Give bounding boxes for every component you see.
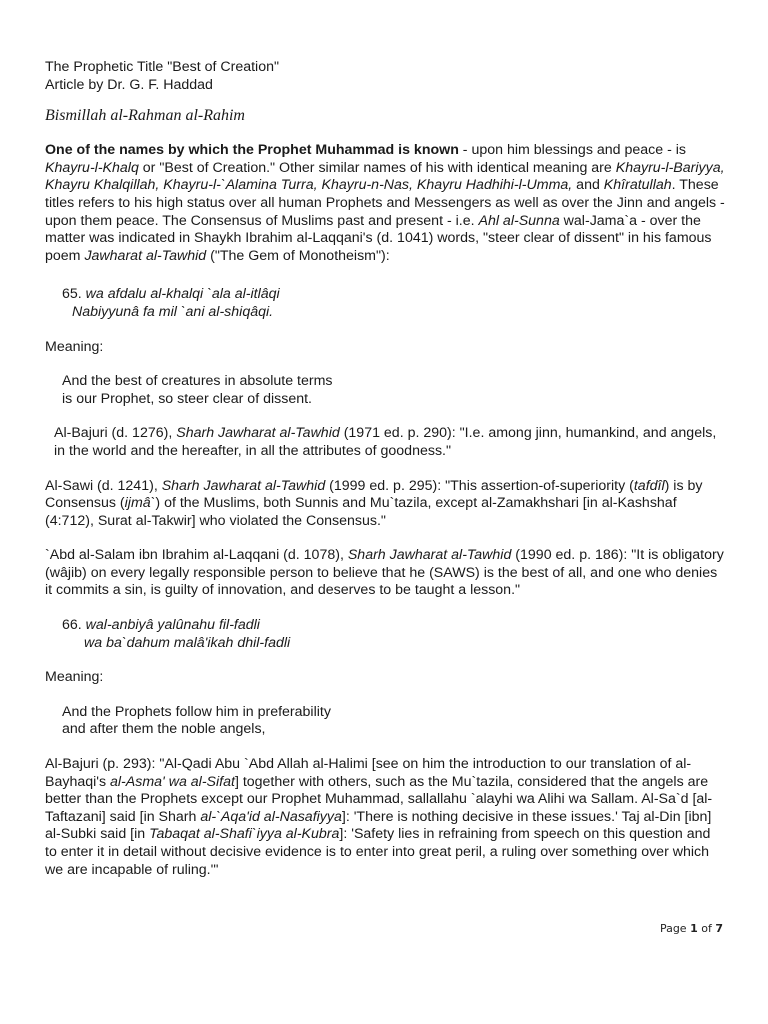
intro-text-6: ("The Gem of Monotheism"): — [206, 247, 390, 264]
intro-italic-2: Khayru-l-Bariyya, Khayru Khalqillah, Khayru-l-`Alamina Turra, Khayru-n-Nas, Khayru Hadhihi-l-Umma, — [45, 159, 725, 194]
bajuri2-text-3: ]: 'There is nothing decisive in these issues.' Taj al-Din [ibn] al-Subki said [in — [45, 808, 712, 843]
intro-italic-3: Khîratullah — [603, 177, 672, 194]
meaning-label-2: Meaning: — [45, 669, 104, 686]
intro-text-4: . These titles refers to his high status over all human Prophets and Messengers as well as over the Jinn and angels - upon them peace. The Consensus of Muslims past and present - i.e. — [45, 177, 725, 229]
bajuri-paragraph-1 — [45, 425, 725, 460]
page-current: 1 — [690, 922, 698, 935]
verse-65-line-2 — [62, 304, 725, 322]
sawi-italic-3: ijmâ` — [124, 495, 156, 512]
verse-66-text-2: wa ba`dahum malâ'ikah dhil-fadli — [84, 634, 291, 651]
meaning-2-quote — [45, 704, 725, 739]
sawi-text-1: Al-Sawi (d. 1241), — [45, 477, 162, 494]
document-page — [45, 59, 725, 896]
meaning-1-line-2: is our Prophet, so steer clear of dissent. — [62, 390, 312, 407]
bajuri2-text-4: ]: 'Safety lies in refraining from speech on this question and to enter it in detail without decisive evidence is to enter into great peril, a ruling over something over which we are incapable of ruling.'" — [45, 826, 711, 878]
verse-66-line-2 — [62, 635, 725, 653]
page-label: Page — [659, 922, 691, 935]
verse-65-text-2: Nabiyyunâ fa mil `ani al-shiqâqi. — [72, 303, 274, 320]
bajuri2-italic-1: al-Asma' wa al-Sifat — [110, 773, 235, 790]
intro-text-1: - upon him blessings and peace - is — [458, 142, 686, 159]
verse-65-line-1 — [62, 286, 725, 304]
laqqani-text-1: `Abd al-Salam ibn Ibrahim al-Laqqani (d. 1078), — [45, 547, 348, 564]
intro-italic-5: Jawharat al-Tawhid — [84, 247, 207, 264]
intro-lead: One of the names by which the Prophet Muhammad is known — [45, 142, 459, 159]
bajuri2-italic-3: Tabaqat al-Shafi`iyya al-Kubra — [149, 826, 340, 843]
meaning-1-line-1: And the best of creatures in absolute terms — [62, 373, 333, 390]
laqqani-paragraph — [45, 547, 725, 600]
verse-65-number: 65. — [62, 286, 86, 303]
bajuri1-italic-1: Sharh Jawharat al-Tawhid — [176, 425, 340, 442]
intro-italic-4: Ahl al-Sunna — [478, 212, 560, 229]
bajuri2-text-1: Al-Bajuri (p. 293): "Al-Qadi Abu `Abd Allah al-Halimi [see on him the introduction to our translation of al-Bayhaqi's — [45, 756, 692, 790]
intro-italic-1: Khayru-l-Khalq — [45, 159, 139, 176]
verse-66-number: 66. — [62, 617, 86, 634]
intro-text-2: or "Best of Creation." Other similar names of his with identical meaning are — [138, 159, 616, 176]
verse-66-text-1: wal-anbiyâ yalûnahu fil-fadli — [85, 617, 260, 634]
verse-66-line-1 — [62, 617, 725, 635]
bajuri1-text-2: (1971 ed. p. 290): "I.e. among jinn, humankind, and angels, in the world and the hereafter, in all the attributes of goodness." — [54, 425, 717, 459]
meaning-1-quote — [45, 373, 725, 408]
page-of-label: of — [697, 922, 716, 935]
page-total: 7 — [715, 922, 723, 935]
article-byline: Article by Dr. G. F. Haddad — [45, 76, 213, 93]
sawi-text-3: ) is by Consensus ( — [45, 477, 703, 512]
title-block — [45, 59, 725, 94]
meaning-2-line-2: and after them the noble angels, — [62, 721, 266, 738]
sawi-italic-2: tafdîl — [633, 477, 665, 494]
bismillah-heading: Bismillah al-Rahman al-Rahim — [45, 107, 245, 125]
intro-paragraph — [45, 142, 725, 265]
sawi-italic-1: Sharh Jawharat al-Tawhid — [161, 477, 326, 494]
bajuri1-text-1: Al-Bajuri (d. 1276), — [54, 425, 177, 442]
page-indicator — [660, 920, 723, 938]
laqqani-text-2: (1990 ed. p. 186): "It is obligatory (wâjib) on every legally responsible person to believe that he (SAWS) is the best of all, and one who denies it commits a sin, is guilty of innovation, and deserves to be taught a lesson." — [45, 547, 724, 599]
bajuri2-text-2: ] together with others, such as the Mu`tazila, considered that the angels are better than the Prophets except our Prophet Muhammad, sallallahu `alayhi wa Alihi wa Sallam. Al-Sa`d [al-Taftazani] said [in Sharh — [45, 773, 713, 825]
meaning-2-line-1: And the Prophets follow him in preferability — [62, 703, 331, 720]
sawi-paragraph — [45, 478, 725, 531]
laqqani-italic-1: Sharh Jawharat al-Tawhid — [347, 547, 512, 564]
verse-65 — [45, 286, 725, 321]
intro-text-3: and — [572, 177, 604, 194]
sawi-text-2: (1999 ed. p. 295): "This assertion-of-superiority ( — [325, 477, 634, 494]
bajuri-paragraph-2 — [45, 756, 725, 879]
sawi-text-4: ) of the Muslims, both Sunnis and Mu`tazila, except al-Zamakhshari [in al-Kashshaf (4:712), Surat al-Takwir] who violated the Consensus." — [45, 495, 677, 529]
bajuri2-italic-2: al-`Aqa'id al-Nasafiyya — [200, 808, 342, 825]
meaning-label-1: Meaning: — [45, 338, 104, 355]
verse-66 — [45, 617, 725, 652]
article-title: The Prophetic Title "Best of Creation" — [45, 59, 280, 75]
intro-text-5: wal-Jama`a - over the matter was indicated in Shaykh Ibrahim al-Laqqani's (d. 1041) words, "steer clear of dissent" in his famous poem — [45, 212, 712, 264]
verse-65-text-1: wa afdalu al-khalqi `ala al-itlâqi — [85, 286, 280, 303]
